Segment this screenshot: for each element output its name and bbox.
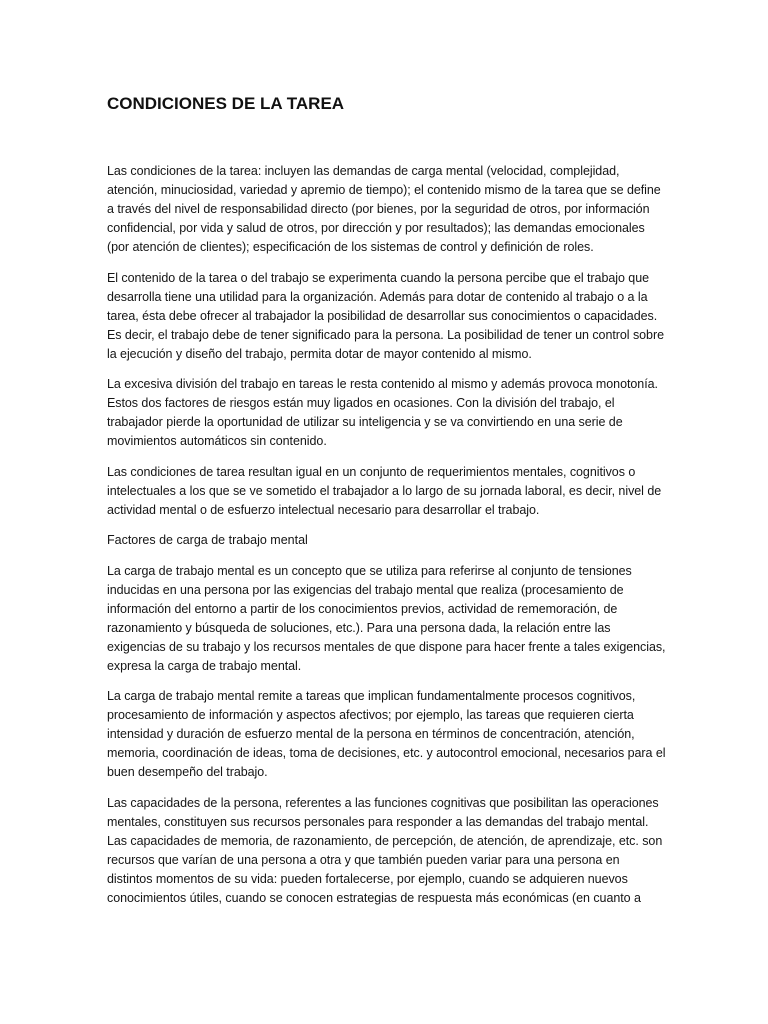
paragraph-carga-mental-tareas: La carga de trabajo mental remite a tareas que implican fundamentalmente procesos cognitivos, procesamiento de información y aspectos afectivos; por ejemplo, las tareas que requieren cierta intensidad y duración de esfuerzo mental de la persona en términos de concentración, atención, memoria, coordinación de ideas, toma de decisiones, etc. y autocontrol emocional, necesarios para el buen desempeño del trabajo.: [107, 689, 666, 779]
document-content: [107, 92, 666, 908]
section-subheading: Factores de carga de trabajo mental: [107, 533, 308, 547]
paragraph-contenido-tarea: El contenido de la tarea o del trabajo se experimenta cuando la persona percibe que el trabajo que desarrolla tiene una utilidad para la organización. Además para dotar de contenido al trabajo o a la tarea, ésta debe ofrecer al trabajador la posibilidad de desarrollar sus conocimientos o capacidades. Es decir, el trabajo debe de tener significado para la persona. La posibilidad de tener un control sobre la ejecución y diseño del trabajo, permita dotar de mayor contenido al mismo.: [107, 270, 664, 361]
document-title: CONDICIONES DE LA TAREA: [107, 94, 345, 113]
paragraph-capacidades-persona: Las capacidades de la persona, referentes a las funciones cognitivas que posibilitan las operaciones mentales, constituyen sus recursos personales para responder a las demandas del trabajo mental. Las capacidades de memoria, de razonamiento, de percepción, de atención, de aprendizaje, etc. son recursos que varían de una persona a otra y que también pueden variar para una persona en distintos momentos de su vida: pueden fortalecerse, por ejemplo, cuando se adquieren nuevos conocimientos útiles, cuando se conocen estrategias de respuesta más económicas (en cuanto a: [107, 795, 663, 905]
paragraph-condiciones-tarea: Las condiciones de la tarea: incluyen las demandas de carga mental (velocidad, complejidad, atención, minuciosidad, variedad y apremio de tiempo); el contenido mismo de la tarea que se define a través del nivel de responsabilidad directo (por bienes, por la seguridad de otros, por información confidencial, por vida y salud de otros, por dirección y por resultados); las demandas emocionales (por atención de clientes); especificación de los sistemas de control y definición de roles.: [107, 164, 661, 254]
paragraph-requerimientos-mentales: Las condiciones de tarea resultan igual en un conjunto de requerimientos mentales, cognitivos o intelectuales a los que se ve sometido el trabajador a lo largo de su jornada laboral, es decir, nivel de actividad mental o de esfuerzo intelectual necesario para desarrollar el trabajo.: [107, 464, 662, 517]
paragraph-carga-mental-concepto: La carga de trabajo mental es un concepto que se utiliza para referirse al conjunto de tensiones inducidas en una persona por las exigencias del trabajo mental que realiza (procesamiento de información del entorno a partir de los conocimientos previos, actividad de rememoración, de razonamiento y búsqueda de soluciones, etc.). Para una persona dada, la relación entre las exigencias de su trabajo y los recursos mentales de que dispone para hacer frente a tales exigencias, expresa la carga de trabajo mental.: [107, 563, 666, 673]
paragraph-division-trabajo: La excesiva división del trabajo en tareas le resta contenido al mismo y además provoca monotonía. Estos dos factores de riesgos están muy ligados en ocasiones. Con la división del trabajo, el trabajador pierde la oportunidad de utilizar su inteligencia y se va convirtiendo en una serie de movimientos automáticos sin contenido.: [107, 377, 658, 448]
